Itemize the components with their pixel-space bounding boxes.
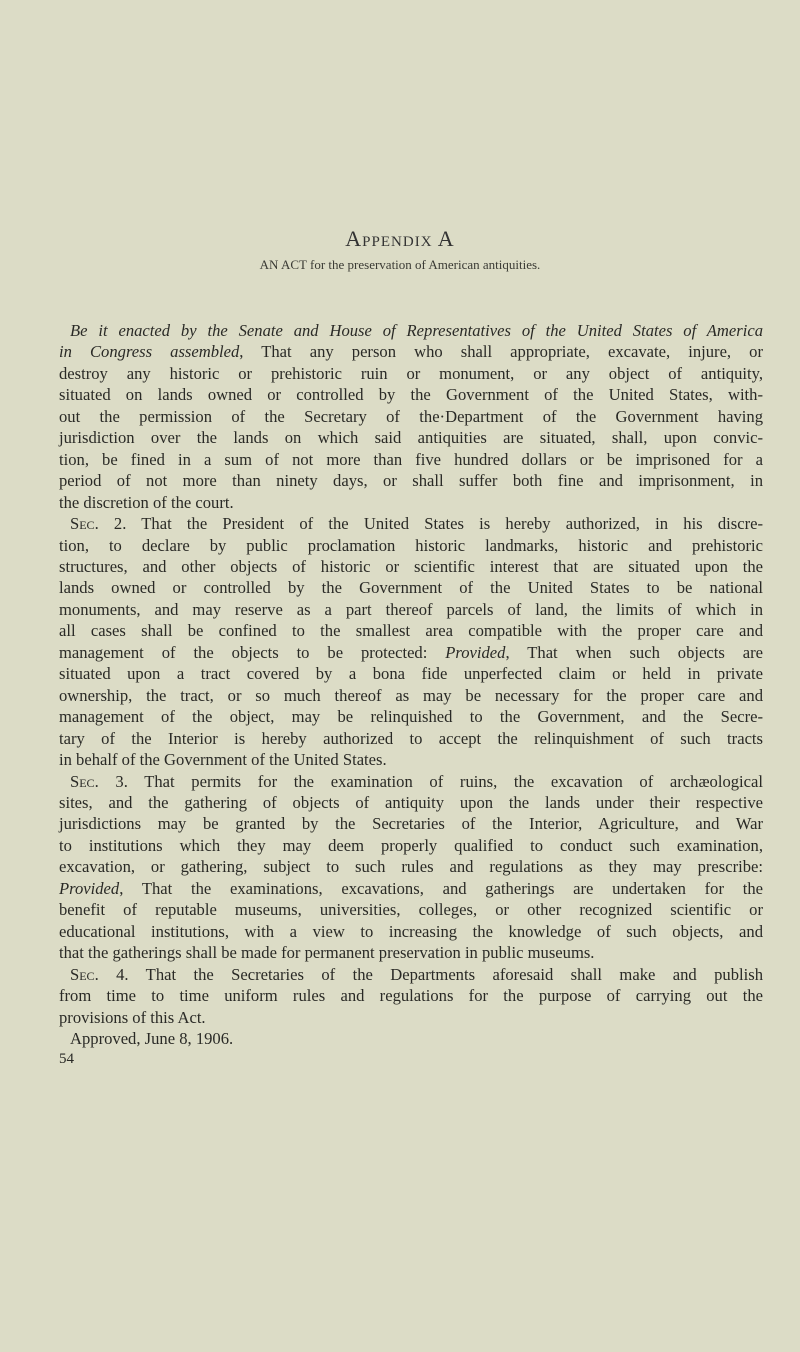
text-line bbox=[59, 921, 763, 942]
text-segment: ownership, the tract, or so much thereof as may be necessary for the proper care and bbox=[59, 685, 763, 705]
text-segment: tion, to declare by public proclamation historic landmarks, historic and prehistoric bbox=[59, 535, 763, 555]
text-line bbox=[59, 1007, 763, 1028]
text-segment: situated on lands owned or controlled by the Government of the United States, with- bbox=[59, 385, 763, 405]
text-segment: to institutions which they may deem properly qualified to conduct such examination, bbox=[59, 835, 763, 855]
text-line bbox=[59, 835, 763, 856]
text-segment: monuments, and may reserve as a part thereof parcels of land, the limits of which in bbox=[59, 599, 763, 619]
text-line bbox=[59, 492, 763, 513]
text-segment: provisions of this Act. bbox=[59, 1007, 206, 1027]
paragraph bbox=[59, 1028, 763, 1049]
text-line bbox=[59, 878, 763, 899]
text-line bbox=[59, 449, 763, 470]
text-segment: jurisdiction over the lands on which said antiquities are situated, shall, upon convic- bbox=[59, 428, 763, 448]
text-line bbox=[59, 942, 763, 963]
text-line bbox=[59, 427, 763, 448]
text-segment: period of not more than ninety days, or shall suffer both fine and imprisonment, in bbox=[59, 471, 763, 491]
text-line bbox=[59, 728, 763, 749]
text-segment: in behalf of the Government of the United States. bbox=[59, 750, 387, 770]
act-title: AN ACT for the preservation of American antiquities. bbox=[259, 257, 541, 272]
text-line bbox=[59, 406, 763, 427]
text-segment: 2. That the President of the United States is hereby authorized, in his discre- bbox=[98, 514, 763, 534]
text-line bbox=[59, 792, 763, 813]
text-line bbox=[59, 964, 763, 985]
section-label: Sec. bbox=[70, 964, 99, 984]
paragraph bbox=[59, 513, 763, 770]
paragraph bbox=[59, 964, 763, 1028]
text-segment: destroy any historic or prehistoric ruin or monument, or any object of antiquity, bbox=[59, 363, 763, 383]
text-segment: sites, and the gathering of objects of antiquity upon the lands under their respective bbox=[59, 792, 763, 812]
text-segment: , That any person who shall appropriate, excavate, injure, or bbox=[239, 342, 763, 362]
text-segment: tion, be fined in a sum of not more than five hundred dollars or be imprisoned for a bbox=[59, 449, 763, 469]
document-body bbox=[59, 320, 763, 1049]
text-segment: structures, and other objects of historic or scientific interest that are situated upon the bbox=[59, 556, 763, 576]
italic-text: in Congress assembled bbox=[59, 342, 240, 362]
italic-text: Be it enacted by the Senate and House of Representatives of the United States of America bbox=[70, 321, 763, 340]
text-line bbox=[59, 1028, 763, 1049]
text-segment: educational institutions, with a view to increasing the knowledge of such objects, and bbox=[59, 921, 763, 941]
text-segment: lands owned or controlled by the Government of the United States to be national bbox=[59, 578, 763, 598]
text-segment: , That when such objects are bbox=[505, 642, 763, 662]
text-line bbox=[59, 685, 763, 706]
text-line bbox=[59, 985, 763, 1006]
section-label: Sec. bbox=[70, 771, 99, 791]
text-segment: out the permission of the Secretary of the·Department of the Government having bbox=[59, 406, 763, 426]
text-line bbox=[59, 363, 763, 384]
page-number: 54 bbox=[59, 1051, 74, 1067]
appendix-heading: Appendix A bbox=[345, 226, 455, 251]
italic-text: Provided bbox=[59, 878, 120, 898]
text-line bbox=[59, 513, 763, 534]
text-line bbox=[59, 663, 763, 684]
text-line bbox=[59, 470, 763, 491]
text-segment: that the gatherings shall be made for permanent preservation in public museums. bbox=[59, 943, 595, 963]
text-line bbox=[59, 706, 763, 727]
text-segment: tary of the Interior is hereby authorized to accept the relinquishment of such tracts bbox=[59, 728, 763, 748]
text-line bbox=[59, 642, 763, 663]
text-line bbox=[59, 856, 763, 877]
paragraph bbox=[59, 320, 763, 513]
text-line bbox=[59, 813, 763, 834]
italic-text: Provided bbox=[445, 642, 506, 662]
text-line bbox=[59, 384, 763, 405]
text-line bbox=[59, 599, 763, 620]
text-segment: , That the examinations, excavations, and gatherings are undertaken for the bbox=[119, 878, 763, 898]
paragraph bbox=[59, 771, 763, 964]
text-segment: the discretion of the court. bbox=[59, 492, 234, 512]
text-segment: benefit of reputable museums, universities, colleges, or other recognized scientific or bbox=[59, 900, 763, 920]
text-line bbox=[59, 899, 763, 920]
text-line bbox=[59, 341, 763, 362]
text-line bbox=[59, 749, 763, 770]
text-segment: management of the object, may be relinquished to the Government, and the Secre- bbox=[59, 707, 763, 727]
text-segment: 4. That the Secretaries of the Departments aforesaid shall make and publish bbox=[98, 964, 763, 984]
text-segment: all cases shall be confined to the smallest area compatible with the proper care and bbox=[59, 621, 763, 641]
text-line bbox=[59, 535, 763, 556]
text-segment: Approved, June 8, 1906. bbox=[70, 1028, 234, 1048]
text-segment: from time to time uniform rules and regulations for the purpose of carrying out the bbox=[59, 986, 763, 1006]
text-segment: jurisdictions may be granted by the Secretaries of the Interior, Agriculture, and War bbox=[59, 814, 763, 834]
text-segment: 3. That permits for the examination of ruins, the excavation of archæological bbox=[98, 771, 763, 791]
text-line bbox=[59, 577, 763, 598]
text-segment: situated upon a tract covered by a bona fide unperfected claim or held in private bbox=[59, 664, 763, 684]
text-line bbox=[59, 771, 763, 792]
text-segment: management of the objects to be protected: bbox=[59, 642, 446, 662]
text-line bbox=[59, 620, 763, 641]
text-line bbox=[59, 556, 763, 577]
text-segment: excavation, or gathering, subject to such rules and regulations as they may prescribe: bbox=[59, 857, 763, 877]
text-line bbox=[59, 320, 763, 341]
section-label: Sec. bbox=[70, 514, 99, 534]
